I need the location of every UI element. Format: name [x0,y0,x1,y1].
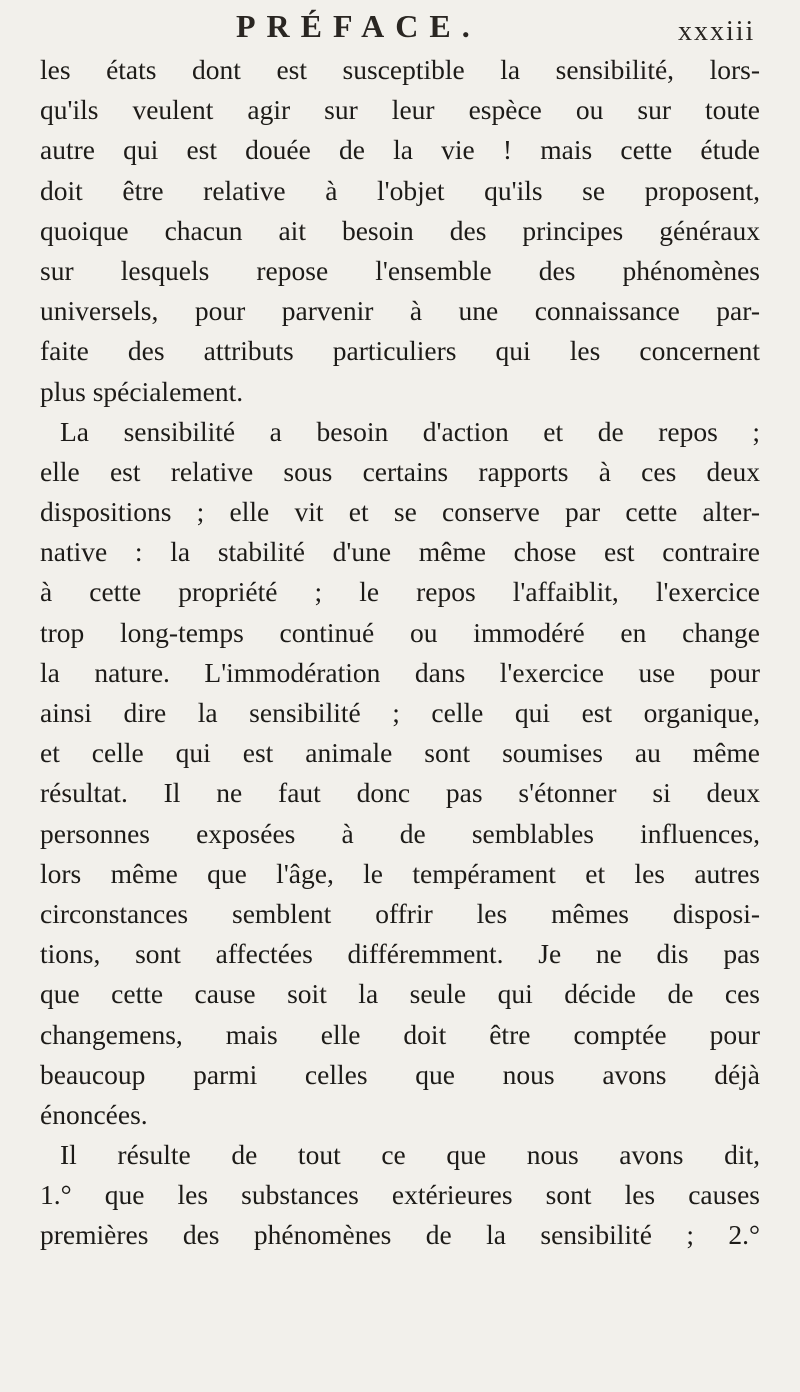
text-line: personnes exposées à de semblables influences, [40,817,760,849]
text-line: résultat. Il ne faut donc pas s'étonner si deux [40,777,760,809]
text-line: et celle qui est animale sont soumises au même [40,737,760,769]
text-line: quoique chacun ait besoin des principes généraux [40,214,760,246]
text-line: 1.° que les substances extérieures sont les causes [40,1179,760,1211]
text-line: La sensibilité a besoin d'action et de repos ; [60,415,760,447]
text-line: énoncées. [40,1098,148,1130]
text-line: native : la stabilité d'une même chose est contraire [40,536,760,568]
page-header [0,6,800,50]
text-line: premières des phénomènes de la sensibilité ; 2.° [40,1219,760,1251]
text-line: plus spécialement. [40,375,244,407]
text-line: les états dont est susceptible la sensibilité, lors- [40,54,760,85]
text-line: doit être relative à l'objet qu'ils se proposent, [40,174,760,206]
text-line: elle est relative sous certains rapports à ces deux [40,455,760,487]
text-line: tions, sont affectées différemment. Je ne dis pas [40,938,760,970]
text-line: qu'ils veulent agir sur leur espèce ou sur toute [40,94,760,126]
text-line: autre qui est douée de la vie ! mais cette étude [40,134,760,166]
text-line: changemens, mais elle doit être comptée pour [40,1018,760,1050]
text-line: universels, pour parvenir à une connaissance par- [40,295,760,327]
text-line: à cette propriété ; le repos l'affaiblit, l'exercice [40,576,760,608]
text-line: trop long-temps continué ou immodéré en change [40,616,760,648]
text-line: la nature. L'immodération dans l'exercice use pour [40,656,760,688]
page-number: xxxiii [678,16,756,47]
text-line: faite des attributs particuliers qui les concernent [40,335,760,367]
text-line: ainsi dire la sensibilité ; celle qui est organique, [40,697,760,728]
text-line: dispositions ; elle vit et se conserve par cette alter- [40,496,760,528]
body-text [40,50,760,1256]
text-line: beaucoup parmi celles que nous avons déjà [40,1058,760,1090]
text-line: circonstances semblent offrir les mêmes disposi- [40,897,760,929]
text-line: sur lesquels repose l'ensemble des phénomènes [40,254,760,286]
text-line: lors même que l'âge, le tempérament et les autres [40,857,760,889]
text-line: Il résulte de tout ce que nous avons dit, [60,1139,760,1171]
running-title: PRÉFACE. [236,8,481,44]
text-line: que cette cause soit la seule qui décide de ces [40,978,760,1010]
